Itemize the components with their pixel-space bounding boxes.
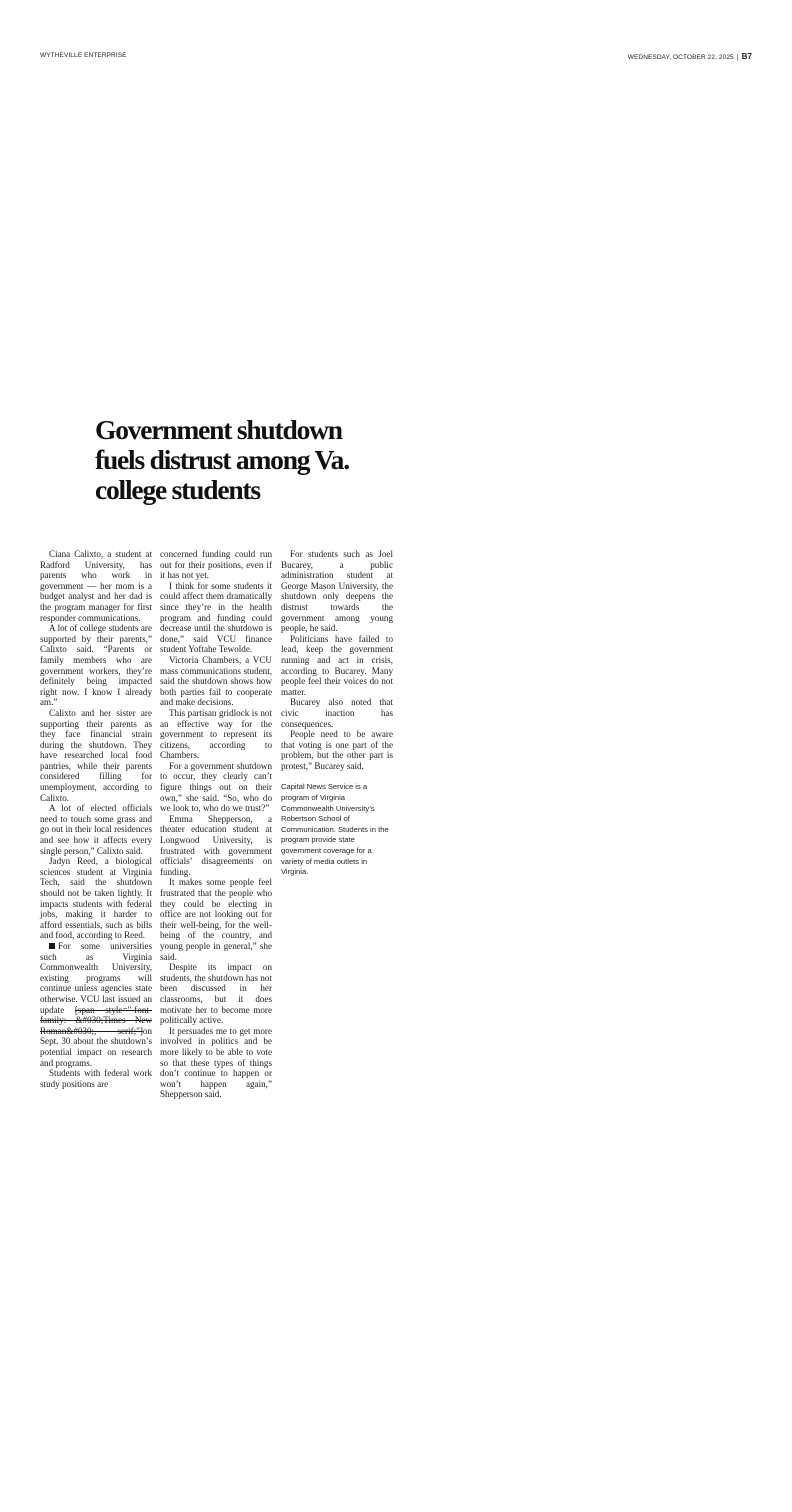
paragraph: Bucarey also noted that civic inaction has consequences.: [281, 697, 393, 729]
bullet-tail-text: on Sept. 30 about the shutdown’s potential impact on research and programs.: [40, 1025, 152, 1068]
struck-markup-text: [span style="-font-family: &#030;Times New Roman&#030;, serif;"]: [40, 1004, 152, 1036]
page-folio: [628, 52, 752, 61]
square-bullet-icon: [49, 943, 55, 949]
paragraph: Victoria Chambers, a VCU mass communications student, said the shutdown shows how both parties fail to cooperate and make decisions.: [160, 654, 272, 708]
page-number: B7: [741, 52, 752, 61]
issue-date: WEDNESDAY, OCTOBER 22, 2025: [627, 54, 734, 61]
article-column-2: [160, 549, 272, 1100]
paragraph: A lot of elected officials need to touch some grass and go out in their local residences and see how it affects every single person,” Calixto said.: [40, 803, 152, 856]
paragraph: Despite its impact on students, the shutdown has not been discussed in her classrooms, but it does motivate her to become more politically active.: [160, 962, 272, 1026]
article-column-1: [40, 549, 152, 1089]
article-column-3: [281, 549, 393, 878]
folio-separator: |: [736, 54, 739, 61]
paragraph: Jadyn Reed, a biological sciences student at Virginia Tech, said the shutdown should not be taken lightly. It impacts students with federal jobs, making it harder to afford essentials, such as bills and food, according to Reed.: [40, 856, 152, 941]
news-service-tagline: Capital News Service is a program of Virginia Commonwealth University’s Robertson School of Communication. Students in the program provide state government coverage for a variety of media outlets in Virginia.: [281, 782, 389, 877]
paragraph: Emma Shepperson, a theater education student at Longwood University, is frustrated with government officials’ disagreements on funding.: [160, 813, 272, 877]
paragraph: I think for some students it could affect them dramatically since they’re in the health program and funding could decrease until the shutdown is done,” said VCU finance student Yoftahe Tewolde.: [160, 580, 272, 655]
paragraph: This partisan gridlock is not an effective way for the government to represent its citizens, according to Chambers.: [160, 707, 272, 761]
paragraph: For students such as Joel Bucarey, a public administration student at George Mason University, the shutdown only deepens the distrust towards the government among young people, he said.: [281, 549, 393, 634]
paragraph: It persuades me to get more involved in politics and be more likely to be able to vote so that these types of things don’t continue to happen or won’t happen again,” Shepperson said.: [160, 1025, 272, 1100]
paragraph: For a government shutdown to occur, they clearly can’t figure things out on their own,” she said. “So, who do we look to, who do we trust?”: [160, 760, 272, 814]
publication-name: WYTHEVILLE ENTERPRISE: [40, 52, 127, 59]
paragraph-continued: concerned funding could run out for their positions, even if it has not yet.: [160, 549, 272, 581]
paragraph: It makes some people feel frustrated that the people who they could be electing in office are not looking out for their well-being, for the well-being of the country, and young people in general,” she said.: [160, 877, 272, 962]
paragraph: Politicians have failed to lead, keep the government running and act in crisis, according to Bucarey. Many people feel their voices do not matter.: [281, 633, 393, 697]
article-headline: Government shutdown fuels distrust among Va. college students: [95, 414, 349, 505]
paragraph: Calixto and her sister are supporting their parents as they face financial strain during the shutdown. They have researched local food pantries, while their parents considered filling for unemployment, according to Calixto.: [40, 707, 152, 803]
paragraph: A lot of college students are supported by their parents,” Calixto said. “Parents or family members who are government workers, they’re definitely being impacted right now. I know I already am.”: [40, 623, 152, 708]
bullet-lead-text: For some universities such as Virginia Commonwealth University, existing programs will continue unless agencies state otherwise. VCU last issued an update: [40, 940, 152, 1015]
paragraph: Students with federal work study positions are: [40, 1068, 152, 1089]
paragraph: Ciana Calixto, a student at Radford University, has parents who work in government — her mom is a budget analyst and her dad is the program manager for first responder communications.: [40, 549, 152, 623]
paragraph: People need to be aware that voting is one part of the problem, but the other part is protest,” Bucarey said.: [281, 729, 393, 771]
bullet-paragraph: [40, 941, 152, 1068]
